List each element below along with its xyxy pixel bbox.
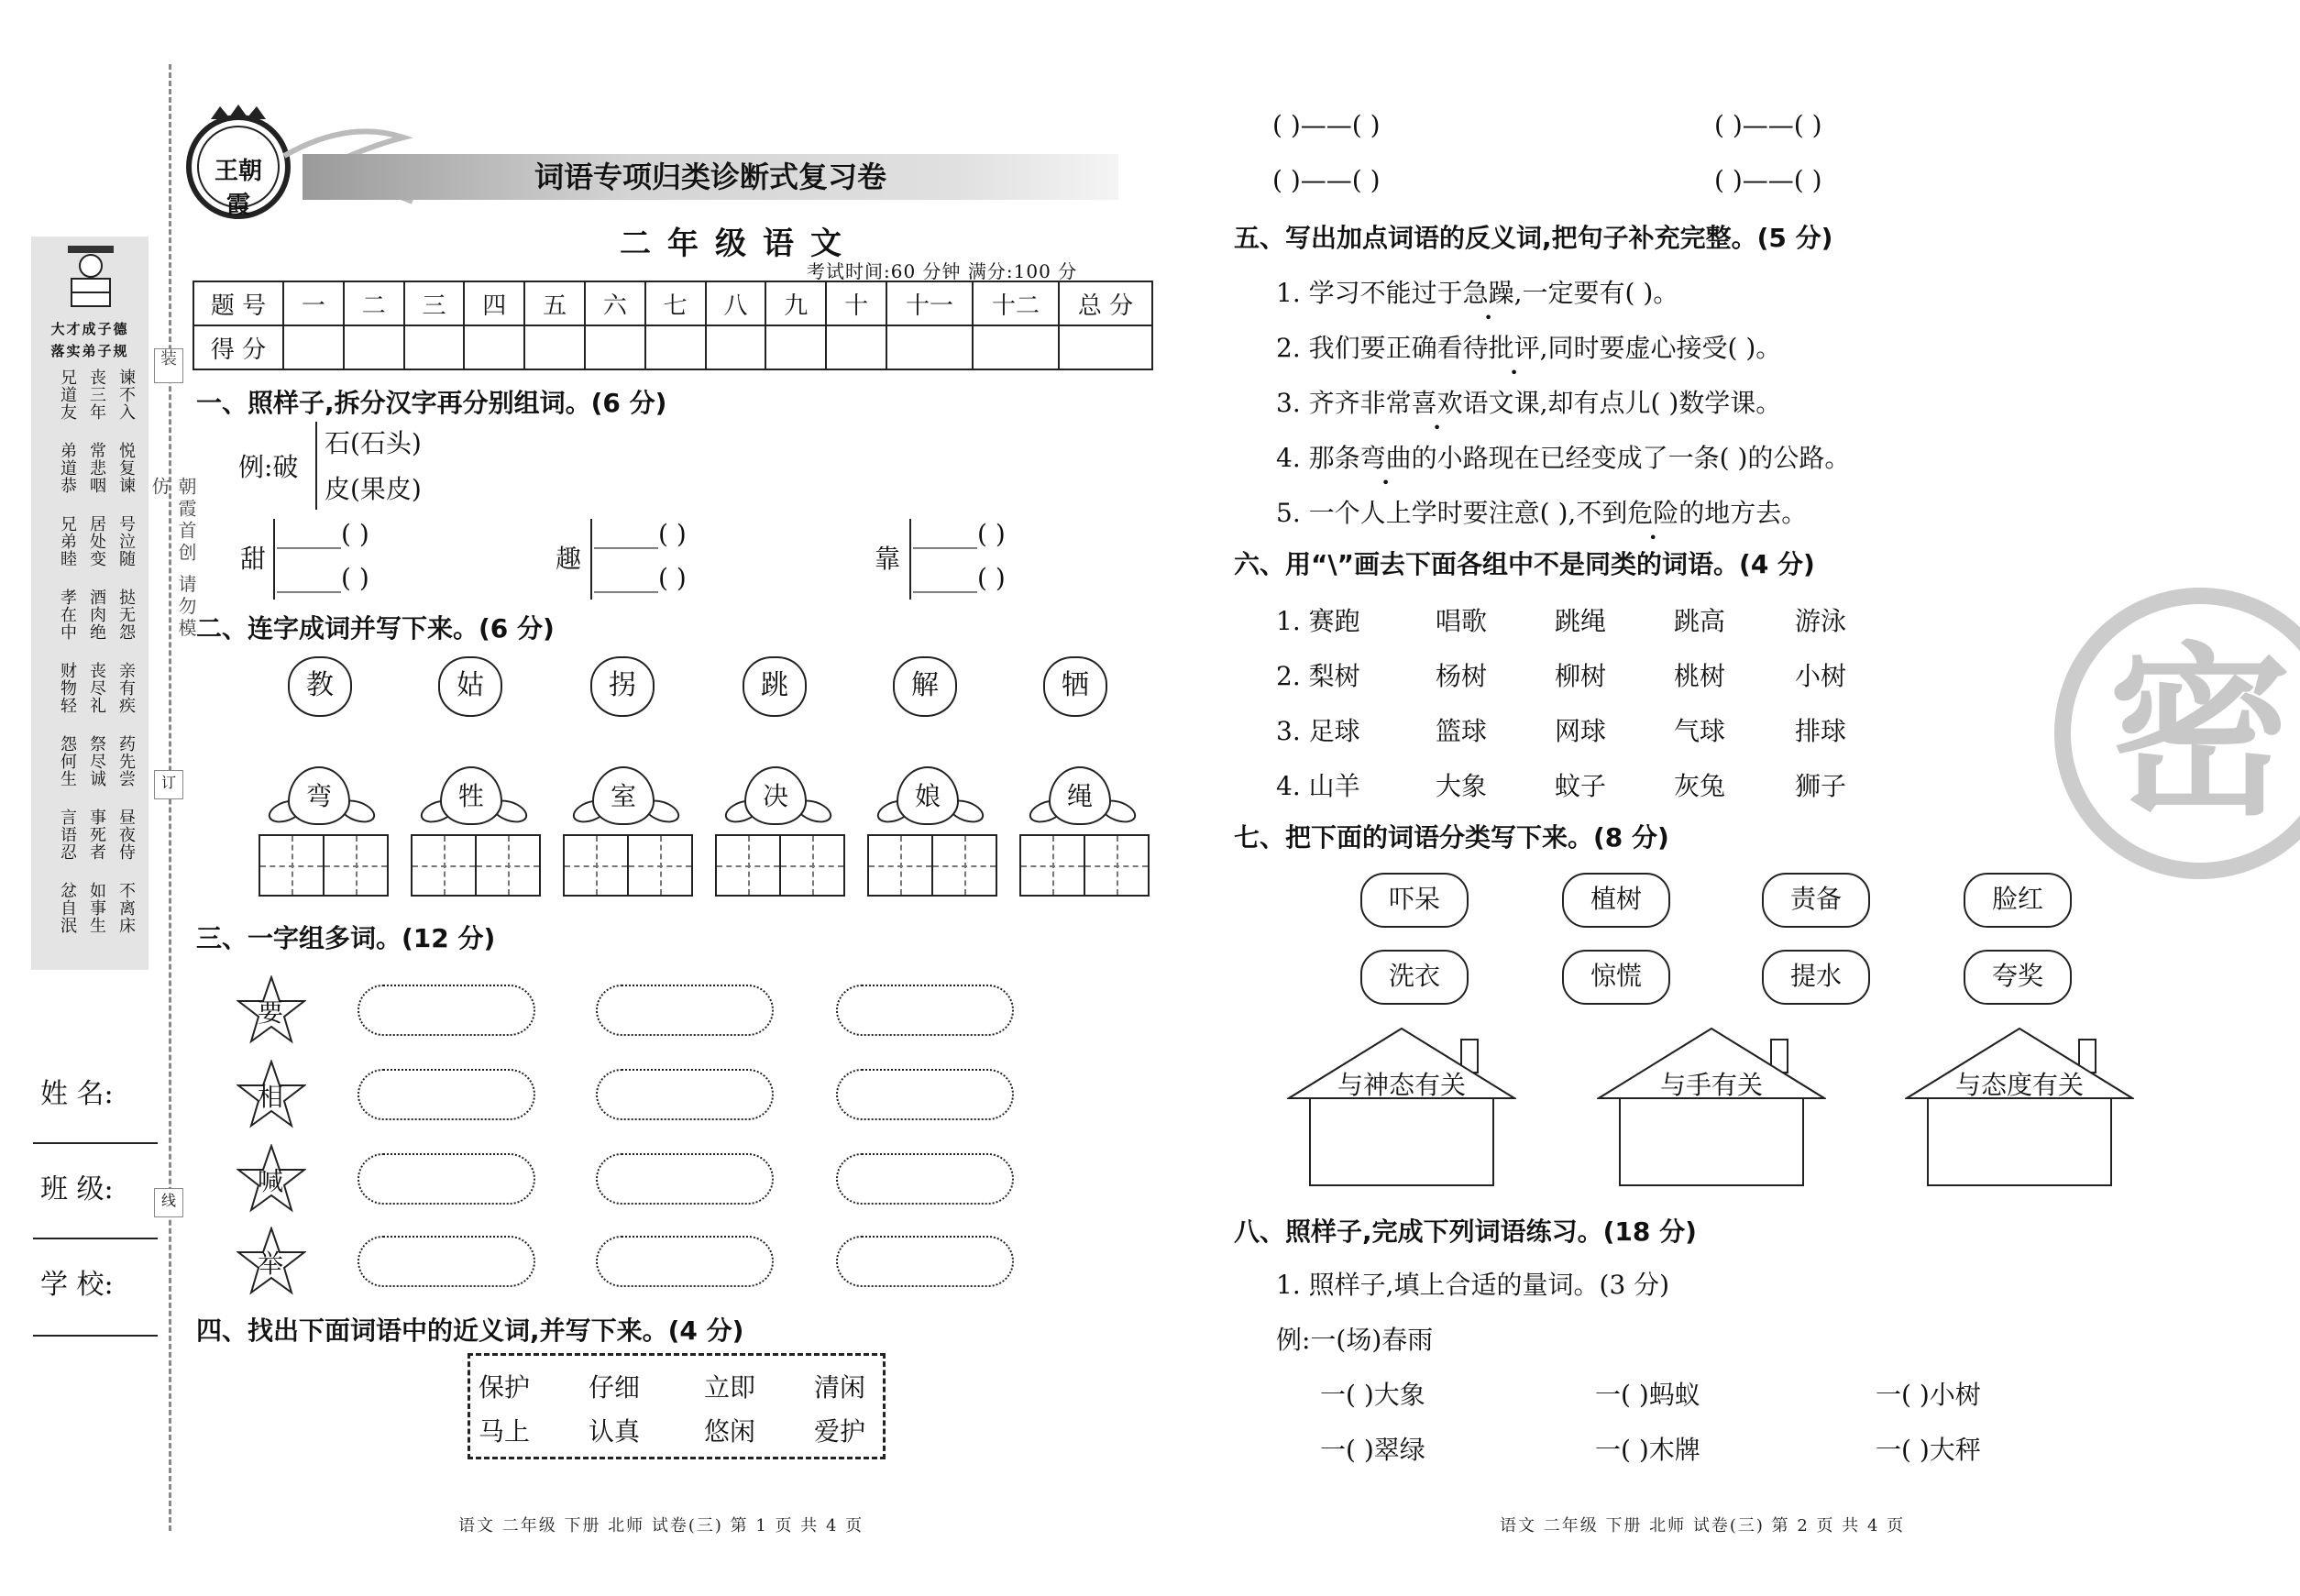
page-title: 词语专项归类诊断式复习卷 (534, 160, 886, 194)
category-word[interactable]: 篮球 (1436, 716, 1488, 746)
measure-word-blank[interactable]: 一( )蚂蚁 (1595, 1380, 1700, 1410)
verse-line: 兄道友 (58, 369, 77, 421)
antonym-item (1276, 493, 1807, 530)
s1-char-kao: 靠 (875, 544, 901, 574)
category-word[interactable]: 狮子 (1795, 771, 1847, 801)
category-word[interactable]: 杨树 (1436, 661, 1488, 691)
cloud-outline (596, 1069, 774, 1120)
s8-subtitle: 1. 照样子,填上合适的量词。(3 分) (1276, 1270, 1670, 1300)
flower-char[interactable]: 拐 (590, 656, 655, 717)
word-cloud[interactable]: 夸奖 (1964, 950, 2072, 1005)
category-word[interactable]: 3. 足球 (1276, 716, 1360, 746)
antonym-item-pre: 2. 我们要正确看待 (1276, 333, 1489, 363)
cloud-outline (596, 1153, 774, 1205)
peach-char[interactable]: 室 (592, 766, 655, 825)
category-word[interactable]: 桃树 (1674, 661, 1726, 691)
cloud-outline (358, 985, 535, 1036)
word-cloud-blank[interactable] (358, 985, 535, 1036)
word-cloud-blank[interactable] (358, 1236, 535, 1287)
writing-grid[interactable] (563, 834, 693, 897)
answer-blank-pair[interactable]: ( )——( ) (1272, 165, 1381, 195)
s1-char-tian: 甜 (240, 544, 267, 574)
flower-char[interactable]: 姑 (438, 656, 502, 717)
grid-cell[interactable] (627, 836, 691, 895)
score-cell[interactable] (283, 325, 344, 369)
grid-cell[interactable] (779, 836, 843, 895)
cloud-outline (836, 1069, 1014, 1120)
seal-mark-text: 装 (158, 349, 177, 369)
s1-example-part: 皮(果皮) (325, 474, 422, 504)
section-2-title: 二、连字成词并写下来。(6 分) (196, 613, 555, 644)
verse-line: 常悲咽 (87, 442, 106, 494)
word-cloud[interactable]: 责备 (1762, 873, 1870, 928)
dotted-word: 弯曲 (1359, 443, 1412, 473)
antonym-item (1276, 438, 1850, 475)
grid-cell[interactable] (413, 836, 475, 895)
motto-line-2: 落实弟子规 (50, 343, 129, 359)
score-table (193, 281, 1153, 370)
school-label: 学 校: (40, 1269, 114, 1301)
synonym-word: 认真 (589, 1416, 641, 1447)
logo-text: 王朝霞 (214, 158, 262, 219)
category-word[interactable]: 跳高 (1674, 606, 1726, 636)
word-cloud[interactable]: 吓呆 (1360, 873, 1469, 928)
category-word[interactable]: 网球 (1555, 716, 1607, 746)
word-cloud-blank[interactable] (596, 1236, 774, 1287)
grid-cell[interactable] (869, 836, 931, 895)
verse-line: 号泣随 (116, 515, 136, 567)
score-row-label: 得 分 (193, 325, 283, 369)
word-cloud[interactable]: 提水 (1762, 950, 1870, 1005)
verse-line: 兄弟睦 (58, 515, 77, 567)
verse-line: 丧尽礼 (87, 662, 106, 714)
section-8-title: 八、照样子,完成下列词语练习。(18 分) (1234, 1216, 1697, 1247)
house-label: 与神态有关 (1337, 1070, 1466, 1100)
cloud-outline (596, 985, 774, 1036)
score-col-header: 三 (404, 281, 465, 325)
verse-line: 孝在中 (58, 589, 77, 641)
score-col-header: 八 (706, 281, 766, 325)
score-col-header: 总 分 (1059, 281, 1152, 325)
score-col-header: 九 (765, 281, 826, 325)
synonym-word: 爱护 (814, 1416, 866, 1447)
section-1-title: 一、照样子,拆分汉字再分别组词。(6 分) (196, 388, 667, 418)
score-col-header: 四 (464, 281, 524, 325)
star-char: 相 (257, 1082, 283, 1112)
word-cloud-blank[interactable] (596, 1153, 774, 1205)
score-table-score-row (193, 325, 1152, 369)
s1-blank[interactable]: _____( ) (594, 563, 687, 593)
name-field[interactable] (33, 1142, 158, 1144)
cloud-outline (358, 1236, 535, 1287)
verse-line: 忿自泯 (58, 882, 77, 934)
antonym-item (1276, 328, 1781, 365)
writing-grid[interactable] (1019, 834, 1150, 897)
s1-bracket (273, 519, 275, 600)
category-word[interactable]: 4. 山羊 (1276, 771, 1360, 801)
antonym-item-pre: 4. 那条 (1276, 443, 1360, 473)
flower-char[interactable]: 教 (288, 656, 352, 717)
verse-line: 弟道恭 (58, 442, 77, 494)
synonym-word: 保护 (479, 1372, 531, 1403)
score-col-header: 十 (826, 281, 886, 325)
verse-line: 居处变 (87, 515, 106, 567)
s1-blank[interactable]: _____( ) (277, 563, 369, 593)
peach-char[interactable]: 牲 (440, 766, 502, 825)
word-cloud-blank[interactable] (358, 1069, 535, 1120)
dotted-word: 急躁 (1462, 278, 1514, 308)
verse-line: 如事生 (87, 882, 106, 934)
s8-example: 例:一(场)春雨 (1276, 1325, 1434, 1355)
binding-bottom-mark: 线 (154, 1188, 183, 1217)
house-answer-area[interactable] (1927, 1098, 2112, 1186)
word-cloud[interactable]: 脸红 (1964, 873, 2072, 928)
score-col-header: 五 (524, 281, 585, 325)
word-cloud-blank[interactable] (596, 985, 774, 1036)
score-cell[interactable] (645, 325, 706, 369)
word-cloud-blank[interactable] (596, 1069, 774, 1120)
verse-line: 财物轻 (58, 662, 77, 714)
score-cell[interactable] (973, 325, 1059, 369)
score-col-header: 七 (645, 281, 706, 325)
s1-example-label: 例:破 (238, 452, 299, 482)
grid-cell[interactable] (1021, 836, 1084, 895)
star-char: 举 (257, 1249, 283, 1279)
score-cell[interactable] (706, 325, 766, 369)
flower-char[interactable]: 牺 (1043, 656, 1107, 717)
class-label: 班 级: (40, 1173, 114, 1205)
section-3-title: 三、一字组多词。(12 分) (196, 923, 496, 953)
score-cell[interactable] (886, 325, 973, 369)
verse-line: 谏不入 (116, 369, 136, 421)
antonym-item (1276, 383, 1781, 420)
school-field[interactable] (33, 1335, 158, 1337)
cloud-outline (836, 1236, 1014, 1287)
category-word[interactable]: 排球 (1795, 716, 1847, 746)
category-word[interactable]: 游泳 (1795, 606, 1847, 636)
word-cloud[interactable]: 惊慌 (1562, 950, 1670, 1005)
antonym-item-pre: 1. 学习不能过于 (1276, 278, 1463, 308)
category-word[interactable]: 大象 (1436, 771, 1488, 801)
cloud-outline (596, 1236, 774, 1287)
dotted-word: 批评 (1488, 333, 1540, 363)
cloud-outline (358, 1069, 535, 1120)
measure-word-blank[interactable]: 一( )大秤 (1876, 1435, 1981, 1465)
s1-bracket (590, 519, 592, 600)
score-cell[interactable] (826, 325, 886, 369)
exam-info: 考试时间:60 分钟 满分:100 分 (807, 260, 1078, 282)
grid-cell[interactable] (260, 836, 323, 895)
score-col-header: 题 号 (193, 281, 283, 325)
writing-grid[interactable] (411, 834, 541, 897)
verse-line: 悦复谏 (116, 442, 136, 494)
footer-right: 语文 二年级 下册 北师 试卷(三) 第 2 页 共 4 页 (1500, 1516, 1906, 1535)
measure-word-blank[interactable]: 一( )小树 (1876, 1380, 1981, 1410)
score-cell[interactable] (585, 325, 645, 369)
grid-cell[interactable] (475, 836, 539, 895)
flower-char[interactable]: 跳 (743, 656, 807, 717)
watermark-seal (2026, 587, 2300, 884)
peach-char[interactable]: 娘 (897, 766, 959, 825)
writing-grid[interactable] (867, 834, 997, 897)
seal-mark (154, 348, 183, 383)
antonym-item (1276, 273, 1678, 310)
category-word[interactable]: 1. 赛跑 (1276, 606, 1360, 636)
section-6-title: 六、用“\”画去下面各组中不是同类的词语。(4 分) (1234, 549, 1815, 579)
category-word[interactable]: 柳树 (1555, 661, 1607, 691)
writing-grid[interactable] (259, 834, 389, 897)
footer-left: 语文 二年级 下册 北师 试卷(三) 第 1 页 共 4 页 (458, 1516, 864, 1535)
star-char: 喊 (257, 1166, 283, 1196)
section-7-title: 七、把下面的词语分类写下来。(8 分) (1234, 822, 1669, 853)
score-cell[interactable] (1059, 325, 1152, 369)
grid-cell[interactable] (323, 836, 387, 895)
flower-char[interactable]: 解 (893, 656, 957, 717)
s1-blank[interactable]: _____( ) (913, 563, 1006, 593)
peach-char[interactable]: 决 (744, 766, 807, 825)
s1-blank[interactable]: _____( ) (913, 519, 1006, 549)
synonym-word: 清闲 (814, 1372, 866, 1403)
category-word[interactable]: 蚊子 (1555, 771, 1607, 801)
subject-title: 二年级语文 (620, 226, 858, 262)
antonym-item-post[interactable]: 语文课,却有点儿( )数学课。 (1462, 388, 1782, 418)
category-word[interactable]: 2. 梨树 (1276, 661, 1360, 691)
s1-example-part: 石(石头) (325, 428, 422, 458)
s1-blank[interactable]: _____( ) (277, 519, 369, 549)
score-col-header: 十一 (886, 281, 973, 325)
verse-line: 药先尝 (116, 735, 136, 787)
word-cloud-blank[interactable] (836, 1153, 1014, 1205)
dotted-word: 危险 (1627, 498, 1679, 528)
scholar-icon (59, 242, 123, 315)
synonym-word: 仔细 (589, 1372, 641, 1403)
star-char: 要 (257, 997, 283, 1028)
antonym-item-post[interactable]: ,一定要有( )。 (1513, 278, 1679, 308)
s1-blank[interactable]: _____( ) (594, 519, 687, 549)
score-cell[interactable] (524, 325, 585, 369)
cloud-outline (836, 1153, 1014, 1205)
verse-line: 昼夜侍 (116, 809, 136, 861)
verse-line: 丧三年 (87, 369, 106, 421)
dotted-word: 喜欢 (1411, 388, 1463, 418)
house-label: 与手有关 (1659, 1070, 1763, 1100)
grid-cell[interactable] (1084, 836, 1148, 895)
verse-line: 怨何生 (58, 735, 77, 787)
antonym-item-post[interactable]: 的地方去。 (1678, 498, 1808, 528)
antonym-item-pre: 3. 齐齐非常 (1276, 388, 1412, 418)
sidebar-panel (31, 237, 149, 970)
word-cloud[interactable]: 植树 (1562, 873, 1670, 928)
antonym-item-post[interactable]: 的小路现在已经变成了一条( )的公路。 (1411, 443, 1851, 473)
name-label: 姓 名: (40, 1078, 114, 1110)
s1-example-bracket (315, 422, 321, 510)
class-field[interactable] (33, 1238, 158, 1239)
answer-blank-pair[interactable]: ( )——( ) (1714, 165, 1822, 195)
house-answer-area[interactable] (1619, 1098, 1804, 1186)
answer-blank-pair[interactable]: ( )——( ) (1714, 110, 1822, 140)
antonym-item-pre: 5. 一个人上学时要注意( ),不到 (1276, 498, 1628, 528)
verse-line: 挞无怨 (116, 589, 136, 641)
writing-grid[interactable] (715, 834, 845, 897)
peach-char[interactable]: 绳 (1049, 766, 1111, 825)
grid-cell[interactable] (931, 836, 996, 895)
score-table-header-row (193, 281, 1152, 325)
verse-line: 言语忍 (58, 809, 77, 861)
score-col-header: 六 (585, 281, 645, 325)
measure-word-blank[interactable]: 一( )翠绿 (1320, 1435, 1425, 1465)
verse-line: 亲有疾 (116, 662, 136, 714)
synonym-word: 马上 (479, 1416, 531, 1447)
measure-word-blank[interactable]: 一( )大象 (1320, 1380, 1425, 1410)
word-cloud[interactable]: 洗衣 (1360, 950, 1469, 1005)
cloud-outline (358, 1153, 535, 1205)
score-cell[interactable] (344, 325, 404, 369)
section-5-title: 五、写出加点词语的反义词,把句子补充完整。(5 分) (1234, 223, 1833, 253)
cloud-outline (836, 985, 1014, 1036)
score-cell[interactable] (765, 325, 826, 369)
grid-cell[interactable] (717, 836, 779, 895)
binding-note: 朝霞首创 请勿模仿 (149, 477, 197, 641)
word-cloud-blank[interactable] (358, 1153, 535, 1205)
house-label: 与态度有关 (1954, 1070, 2084, 1100)
word-cloud-blank[interactable] (836, 985, 1014, 1036)
synonym-word: 悠闲 (704, 1416, 756, 1447)
verse-line: 事死者 (87, 809, 106, 861)
score-cell[interactable] (464, 325, 524, 369)
s1-char-qu: 趣 (556, 544, 582, 574)
s1-bracket (909, 519, 911, 600)
answer-blank-pair[interactable]: ( )——( ) (1272, 110, 1381, 140)
category-word[interactable]: 气球 (1674, 716, 1726, 746)
verse-line: 不离床 (116, 882, 136, 934)
category-word[interactable]: 跳绳 (1555, 606, 1607, 636)
score-cell[interactable] (404, 325, 465, 369)
grid-cell[interactable] (565, 836, 627, 895)
antonym-item-post[interactable]: ,同时要虚心接受( )。 (1539, 333, 1782, 363)
motto-line-1: 大才成子德 (50, 321, 129, 337)
house-answer-area[interactable] (1309, 1098, 1494, 1186)
section-4-title: 四、找出下面词语中的近义词,并写下来。(4 分) (196, 1315, 744, 1346)
synonym-word: 立即 (704, 1372, 756, 1403)
measure-word-blank[interactable]: 一( )木牌 (1595, 1435, 1700, 1465)
category-word[interactable]: 灰兔 (1674, 771, 1726, 801)
binding-mid-mark: 订 (154, 770, 183, 799)
score-col-header: 十二 (973, 281, 1059, 325)
verse-line: 酒肉绝 (87, 589, 106, 641)
peach-char[interactable]: 弯 (288, 766, 350, 825)
category-word[interactable]: 小树 (1795, 661, 1847, 691)
watermark-text: 密 (2107, 625, 2292, 841)
verse-block (50, 369, 141, 955)
category-word[interactable]: 唱歌 (1436, 606, 1488, 636)
word-cloud-blank[interactable] (836, 1236, 1014, 1287)
score-col-header: 一 (283, 281, 344, 325)
verse-line: 祭尽诚 (87, 735, 106, 787)
word-cloud-blank[interactable] (836, 1069, 1014, 1120)
score-col-header: 二 (344, 281, 404, 325)
